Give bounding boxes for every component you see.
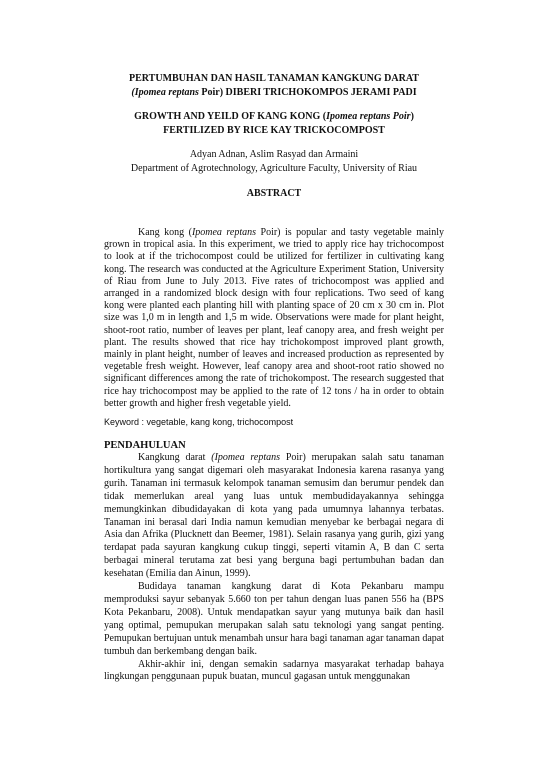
section-heading: PENDAHULUAN [104, 440, 186, 452]
p1-species: (Ipomea reptans [211, 452, 281, 464]
title-en-close: ) [410, 111, 414, 122]
title-id-line1: PERTUMBUHAN DAN HASIL TANAMAN KANGKUNG DARAT [129, 73, 419, 84]
abstract-heading: ABSTRACT [246, 188, 302, 199]
p1-pre: Kangkung darat [138, 452, 212, 464]
abstract-pre: Kang kong ( [138, 227, 192, 238]
title-en-species: Ipomea reptans Poir [326, 111, 411, 122]
authors: Adyan Adnan, Aslim Rasyad dan Armaini [189, 149, 359, 160]
title-indonesian [104, 72, 444, 100]
paper-page [104, 72, 444, 684]
abstract-text [104, 227, 444, 410]
abstract-body: Poir) is popular and tasty vegetable mainly grown in tropical asia. In this experiment, we tried to apply rice hay trichocompost to look at if the trichocompost could be utilized for fertilizer in cultivating kang kong. The research was conducted at the Agriculture Experiment Station, University of Riau from June to July 2013. Five rates of trichocompost was applied and arranged in a randomized block design with four replications. Two seed of kang kong were planted each planting hill with planting space of 20 cm x 30 cm in. Plot size was 1,0 m in length and 1,5 m wide. Observations were made for plant height, shoot-root ratio, number of leaves per plant, leaf canopy area, and fresh weight per plant. The results showed that rice hay trichokompost improved plant growth, mainly in plant height, number of leaves and increased production as represented by vegetable fresh weight. However, leaf canopy area and shoot-root ratio showed no significant differences among the rate of trichokompost. The research suggested that rice hay trichocompost may be applied to the rate of 12 tons / ha in order to obtain better growth and higher fresh vegetable yield. [104, 227, 444, 409]
title-id-species: (Ipomea reptans [131, 87, 199, 98]
title-en-line2: FERTILIZED BY RICE KAY TRICKOCOMPOST [163, 125, 385, 136]
keywords: Keyword : vegetable, kang kong, trichocompost [104, 417, 294, 428]
affiliation: Department of Agrotechnology, Agriculture Faculty, University of Riau [130, 163, 418, 174]
abstract-species: Ipomea reptans [191, 227, 257, 238]
title-en-line1: GROWTH AND YEILD OF KANG KONG ( [134, 111, 327, 122]
title-id-line2: Poir) DIBERI TRICHOKOMPOS JERAMI PADI [198, 87, 417, 98]
p1-body: Poir) merupakan salah satu tanaman hortikultura yang sangat digemari oleh masyarakat Indonesia karena rasanya yang gurih. Tanaman ini termasuk kelompok tanaman semusim dan berumur pendek dan tidak memerlukan areal yang luas untuk membudidayakannya sehingga memungkinkan dibudidayakan di kota yang pada umumnya lahannya terbatas. Tanaman ini berasal dari India namun kemudian menyebar ke berbagai negara di Asia dan Afrika (Plucknett dan Beemer, 1981). Selain rasanya yang gurih, gizi yang terdapat pada sayuran kangkung cukup tinggi, seperti vitamin A, B dan C serta berbagai mineral terutama zat besi yang berguna bagi pertumbuhan badan dan kesehatan (Emilia dan Ainun, 1999). [104, 452, 445, 580]
paragraph-2: Budidaya tanaman kangkung darat di Kota Pekanbaru mampu memproduksi sayur sebanyak 5.660 ton per tahun dengan luas panen 556 ha (BPS Kota Pekanbaru, 2008). Untuk mendapatkan sayur yang mutunya baik dan hasil yang optimal, pemupukan merupakan salah satu teknologi yang sangat penting. Pemupukan bertujuan untuk menambah unsur hara bagi tanaman agar tanaman dapat tumbuh dan berkembang dengan baik. [104, 581, 444, 657]
title-english [104, 110, 444, 138]
paragraph-1 [104, 452, 444, 581]
paragraph-3: Akhir-akhir ini, dengan semakin sadarnya masyarakat terhadap bahaya lingkungan penggunaan pupuk buatan, muncul gagasan untuk menggunakan [104, 658, 444, 683]
